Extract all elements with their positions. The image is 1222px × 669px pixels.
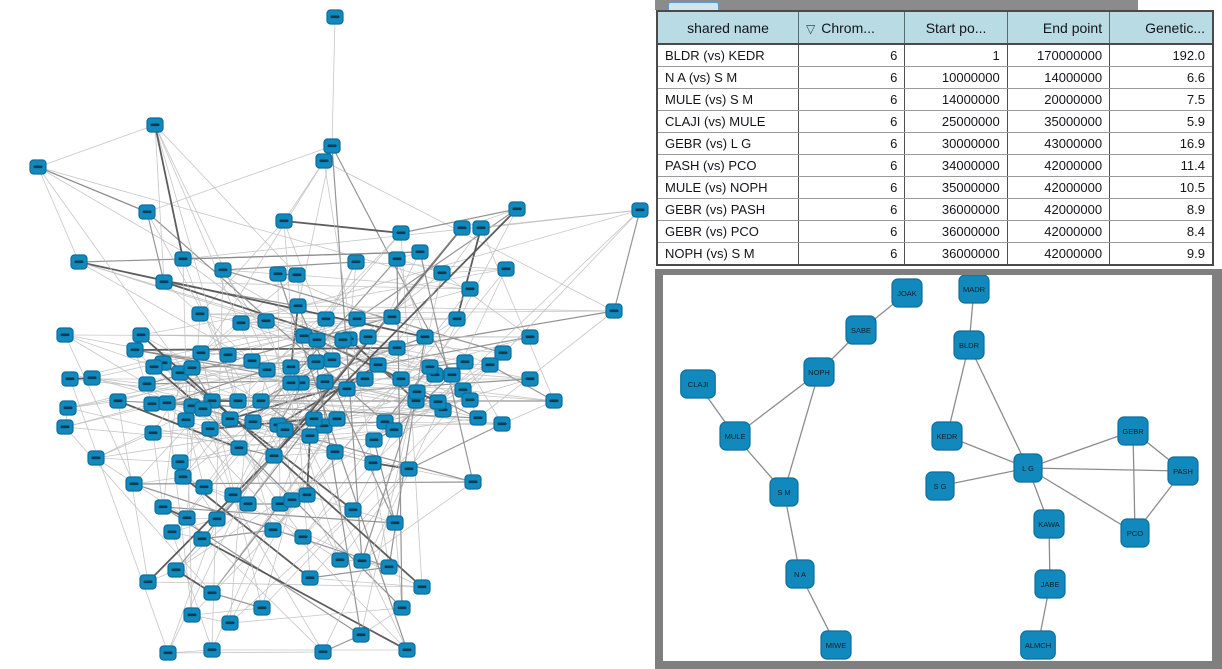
table-row[interactable] <box>657 133 1213 155</box>
network-edge <box>332 17 335 146</box>
cell-shared-name[interactable]: NOPH (vs) S M <box>657 243 799 266</box>
node-label-smudge <box>237 322 246 325</box>
node-label-smudge <box>64 407 73 410</box>
node-label-smudge <box>200 486 209 489</box>
node-label-smudge <box>137 334 146 337</box>
node-label-smudge <box>213 518 222 521</box>
cell-value[interactable]: 16.9 <box>1110 133 1213 155</box>
node-label: L G <box>1022 464 1034 473</box>
node-label-smudge <box>448 374 457 377</box>
network-edge <box>614 210 640 311</box>
node-label: PCO <box>1126 529 1144 538</box>
cell-value[interactable]: 7.5 <box>1110 89 1213 111</box>
node-label-smudge <box>461 361 470 364</box>
node-label-smudge <box>391 522 400 525</box>
filter-funnel-icon[interactable]: ▽ <box>806 21 816 36</box>
cell-value[interactable]: 42000000 <box>1007 221 1109 243</box>
cell-value[interactable]: 6 <box>799 177 905 199</box>
table-row[interactable] <box>657 177 1213 199</box>
node-label-smudge <box>61 426 70 429</box>
network-edge <box>274 452 335 456</box>
node-label-smudge <box>319 651 328 654</box>
node-label-smudge <box>34 166 43 169</box>
node-label-smudge <box>257 400 266 403</box>
column-header-label: Chrom... <box>821 19 875 36</box>
network-edge <box>1028 468 1183 471</box>
table-row[interactable] <box>657 111 1213 133</box>
subnetwork-canvas <box>663 275 1212 661</box>
node-label-smudge <box>426 366 435 369</box>
table-row[interactable] <box>657 67 1213 89</box>
cell-value[interactable]: 36000000 <box>905 221 1007 243</box>
table-row[interactable] <box>657 89 1213 111</box>
cell-value[interactable]: 8.9 <box>1110 199 1213 221</box>
node-label-smudge <box>486 364 495 367</box>
network-edge <box>96 458 180 462</box>
node-label: NOPH <box>808 368 830 377</box>
node-label-smudge <box>405 468 414 471</box>
cell-value[interactable]: 14000000 <box>1007 67 1109 89</box>
cell-value[interactable]: 10.5 <box>1110 177 1213 199</box>
node-label: MIWE <box>825 641 847 650</box>
cell-value[interactable]: 6 <box>799 67 905 89</box>
node-label-smudge <box>176 461 185 464</box>
node-label-smudge <box>313 339 322 342</box>
node-label-smudge <box>331 451 340 454</box>
node-label-smudge <box>270 455 279 458</box>
node-label-smudge <box>183 517 192 520</box>
cell-value[interactable]: 42000000 <box>1007 177 1109 199</box>
node-label-smudge <box>274 273 283 276</box>
table-header-row <box>657 11 1213 44</box>
network-edge <box>481 228 554 401</box>
cell-value[interactable]: 42000000 <box>1007 155 1109 177</box>
node-label-smudge <box>413 391 422 394</box>
node-label-smudge <box>244 503 253 506</box>
node-label: JOAK <box>897 289 917 298</box>
cell-value[interactable]: 11.4 <box>1110 155 1213 177</box>
node-label-smudge <box>328 359 337 362</box>
node-label-smudge <box>370 439 379 442</box>
node-label-smudge <box>182 419 191 422</box>
node-label-smudge <box>343 388 352 391</box>
cell-value[interactable]: 6 <box>799 44 905 67</box>
node-label-smudge <box>143 211 152 214</box>
network-edge <box>147 146 332 212</box>
node-label-smudge <box>288 499 297 502</box>
network-edge <box>155 125 273 530</box>
node-label: S M <box>777 488 791 497</box>
node-label-smudge <box>229 494 238 497</box>
node-label-smudge <box>466 399 475 402</box>
node-label: GEBR <box>1122 427 1144 436</box>
network-edge <box>147 212 164 282</box>
node-label-smudge <box>219 269 228 272</box>
cell-value[interactable]: 170000000 <box>1007 44 1109 67</box>
cell-value[interactable]: 36000000 <box>905 243 1007 266</box>
node-label-smudge <box>262 320 271 323</box>
network-edge <box>38 125 155 167</box>
node-label-smudge <box>320 160 329 163</box>
node-label-smudge <box>364 336 373 339</box>
network-edge <box>79 262 425 337</box>
network-edge <box>409 424 502 469</box>
node-label-smudge <box>306 435 315 438</box>
node-label: N A <box>793 570 807 579</box>
node-label-smudge <box>349 509 358 512</box>
node-label-smudge <box>248 360 257 363</box>
node-label: S G <box>933 482 947 491</box>
node-label-smudge <box>385 566 394 569</box>
network-edge <box>409 469 473 482</box>
node-label-smudge <box>434 401 443 404</box>
node-label-smudge <box>163 402 172 405</box>
node-label-smudge <box>333 418 342 421</box>
node-label: ALMCH <box>1024 641 1052 650</box>
node-label: MADR <box>962 285 986 294</box>
subnetwork-panel <box>655 269 1222 669</box>
node-label: PASH <box>1173 467 1193 476</box>
table-row[interactable] <box>657 199 1213 221</box>
node-label-smudge <box>172 569 181 572</box>
network-edge <box>135 348 397 350</box>
node-label-smudge <box>66 378 75 381</box>
node-label-smudge <box>144 581 153 584</box>
table-row[interactable] <box>657 243 1213 266</box>
cell-value[interactable]: 8.4 <box>1110 221 1213 243</box>
node-label-smudge <box>196 313 205 316</box>
cell-value[interactable]: 43000000 <box>1007 133 1109 155</box>
node-label-smudge <box>299 536 308 539</box>
node-label-smudge <box>151 124 160 127</box>
column-header-label: Start po... <box>925 19 987 36</box>
node-label-smudge <box>416 251 425 254</box>
column-header-2[interactable] <box>905 11 1007 44</box>
node-label-smudge <box>312 361 321 364</box>
node-label-smudge <box>498 423 507 426</box>
table-row[interactable] <box>657 155 1213 177</box>
node-label-smudge <box>206 428 215 431</box>
node-label-smudge <box>502 268 511 271</box>
cell-value[interactable]: 10000000 <box>905 67 1007 89</box>
cell-value[interactable]: 42000000 <box>1007 199 1109 221</box>
node-label-smudge <box>281 429 290 432</box>
node-label-smudge <box>412 400 421 403</box>
node-label-smudge <box>168 531 177 534</box>
cell-value[interactable]: 25000000 <box>905 111 1007 133</box>
node-label-smudge <box>150 366 159 369</box>
node-label-smudge <box>130 483 139 486</box>
node-label-smudge <box>160 281 169 284</box>
column-header-4[interactable] <box>1110 11 1213 44</box>
cell-value[interactable]: 6 <box>799 89 905 111</box>
edge-attribute-table <box>656 10 1214 266</box>
cell-value[interactable]: 6 <box>799 221 905 243</box>
node-label-smudge <box>287 382 296 385</box>
cell-shared-name[interactable]: GEBR (vs) PCO <box>657 221 799 243</box>
cell-shared-name[interactable]: MULE (vs) NOPH <box>657 177 799 199</box>
node-label: KAWA <box>1038 520 1060 529</box>
column-header-3[interactable] <box>1007 11 1109 44</box>
network-edge <box>1133 431 1135 533</box>
node-label-smudge <box>276 503 285 506</box>
cell-value[interactable]: 6 <box>799 111 905 133</box>
network-edge <box>1028 431 1133 468</box>
node-label-smudge <box>131 349 140 352</box>
network-edge <box>65 404 152 427</box>
cell-value[interactable]: 30000000 <box>905 133 1007 155</box>
node-label-smudge <box>114 400 123 403</box>
node-label: JABE <box>1040 580 1060 589</box>
column-header-1[interactable] <box>799 11 905 44</box>
node-label-smudge <box>499 352 508 355</box>
node-label-smudge <box>458 227 467 230</box>
cell-value[interactable]: 6 <box>799 155 905 177</box>
cell-shared-name[interactable]: GEBR (vs) L G <box>657 133 799 155</box>
cell-value[interactable]: 35000000 <box>1007 111 1109 133</box>
network-edge <box>969 345 1028 468</box>
cell-value[interactable]: 6 <box>799 243 905 266</box>
node-label-smudge <box>393 258 402 261</box>
node-label-smudge <box>148 403 157 406</box>
node-label-smudge <box>321 381 330 384</box>
node-label-smudge <box>75 261 84 264</box>
node-label-smudge <box>226 418 235 421</box>
node-label-smudge <box>477 227 486 230</box>
node-label-smudge <box>418 586 427 589</box>
node-label-smudge <box>294 305 303 308</box>
column-header-0[interactable] <box>657 11 799 44</box>
node-label-smudge <box>159 506 168 509</box>
node-label-smudge <box>403 649 412 652</box>
table-body <box>657 44 1213 265</box>
node-label-smudge <box>421 336 430 339</box>
node-label-smudge <box>459 389 468 392</box>
node-label-smudge <box>390 429 399 432</box>
node-label: BLDR <box>958 341 980 350</box>
network-edge <box>284 221 401 233</box>
node-label-smudge <box>92 457 101 460</box>
node-label-smudge <box>526 378 535 381</box>
node-label-smudge <box>526 336 535 339</box>
node-label-smudge <box>234 400 243 403</box>
cell-value[interactable]: 20000000 <box>1007 89 1109 111</box>
node-label-smudge <box>224 354 233 357</box>
node-label-smudge <box>336 559 345 562</box>
network-edge <box>168 652 323 653</box>
node-label: MULE <box>724 432 746 441</box>
cell-shared-name[interactable]: N A (vs) S M <box>657 67 799 89</box>
cell-value[interactable]: 5.9 <box>1110 111 1213 133</box>
node-label-smudge <box>263 369 272 372</box>
node-label-smudge <box>164 652 173 655</box>
node-label-smudge <box>469 481 478 484</box>
node-label-smudge <box>249 421 258 424</box>
cell-shared-name[interactable]: MULE (vs) S M <box>657 89 799 111</box>
node-label-smudge <box>188 367 197 370</box>
table-row[interactable] <box>657 221 1213 243</box>
table-row[interactable] <box>657 44 1213 67</box>
node-label-smudge <box>438 272 447 275</box>
node-label-smudge <box>287 366 296 369</box>
node-label-smudge <box>374 364 383 367</box>
node-label-smudge <box>269 529 278 532</box>
node-label-smudge <box>398 607 407 610</box>
node-label-smudge <box>369 462 378 465</box>
node-label: SABE <box>850 326 872 335</box>
cell-value[interactable]: 192.0 <box>1110 44 1213 67</box>
node-label-smudge <box>353 318 362 321</box>
node-label-smudge <box>280 220 289 223</box>
node-label-smudge <box>208 649 217 652</box>
node-label-smudge <box>397 232 406 235</box>
node-label-smudge <box>176 372 185 375</box>
cell-value[interactable]: 36000000 <box>905 199 1007 221</box>
node-label-smudge <box>339 339 348 342</box>
node-label-smudge <box>358 560 367 563</box>
node-label-smudge <box>331 16 340 19</box>
node-label-smudge <box>357 634 366 637</box>
node-label-smudge <box>393 347 402 350</box>
node-label-smudge <box>352 261 361 264</box>
cell-value[interactable]: 6 <box>799 133 905 155</box>
network-edge <box>784 372 819 492</box>
column-header-label: shared name <box>687 19 769 36</box>
node-label-smudge <box>636 209 645 212</box>
cell-value[interactable]: 6 <box>799 199 905 221</box>
node-label-smudge <box>293 274 302 277</box>
table-panel-top-gap <box>1138 0 1222 10</box>
node-label-smudge <box>300 335 309 338</box>
node-label-smudge <box>513 208 522 211</box>
node-label-smudge <box>306 577 315 580</box>
node-label-smudge <box>361 378 370 381</box>
node-label: CLAJI <box>687 380 709 389</box>
cell-value[interactable]: 1 <box>905 44 1007 67</box>
cell-shared-name[interactable]: CLAJI (vs) MULE <box>657 111 799 133</box>
node-label-smudge <box>88 377 97 380</box>
node-label-smudge <box>143 383 152 386</box>
cell-value[interactable]: 9.9 <box>1110 243 1213 266</box>
node-label-smudge <box>61 334 70 337</box>
node-label-smudge <box>474 417 483 420</box>
node-label-smudge <box>388 316 397 319</box>
cell-shared-name[interactable]: BLDR (vs) KEDR <box>657 44 799 67</box>
cell-value[interactable]: 42000000 <box>1007 243 1109 266</box>
table-panel-top-strip <box>655 0 1138 10</box>
column-header-label: Genetic... <box>1145 19 1205 36</box>
node-label-smudge <box>258 607 267 610</box>
node-label-smudge <box>188 614 197 617</box>
network-edge <box>192 608 262 615</box>
node-label-smudge <box>226 622 235 625</box>
column-header-label: End point <box>1042 19 1103 36</box>
node-label-smudge <box>550 400 559 403</box>
cell-value[interactable]: 14000000 <box>905 89 1007 111</box>
network-edge <box>153 433 163 507</box>
node-label-smudge <box>303 494 312 497</box>
node-label-smudge <box>179 258 188 261</box>
subnetwork-view[interactable] <box>663 275 1212 661</box>
node-label-smudge <box>235 447 244 450</box>
node-label-smudge <box>466 288 475 291</box>
network-edge <box>65 335 304 336</box>
node-label-smudge <box>198 538 207 541</box>
node-label-smudge <box>397 378 406 381</box>
node-label: KEDR <box>936 432 958 441</box>
cell-shared-name[interactable]: GEBR (vs) PASH <box>657 199 799 221</box>
node-label-smudge <box>453 318 462 321</box>
cell-value[interactable]: 6.6 <box>1110 67 1213 89</box>
node-label-smudge <box>310 418 319 421</box>
node-label-smudge <box>149 432 158 435</box>
node-label-smudge <box>328 145 337 148</box>
cell-value[interactable]: 34000000 <box>905 155 1007 177</box>
node-label-smudge <box>208 592 217 595</box>
node-label-smudge <box>197 352 206 355</box>
cell-value[interactable]: 35000000 <box>905 177 1007 199</box>
node-label-smudge <box>199 408 208 411</box>
node-label-smudge <box>322 318 331 321</box>
cell-shared-name[interactable]: PASH (vs) PCO <box>657 155 799 177</box>
node-label-smudge <box>610 310 619 313</box>
node-label-smudge <box>179 476 188 479</box>
